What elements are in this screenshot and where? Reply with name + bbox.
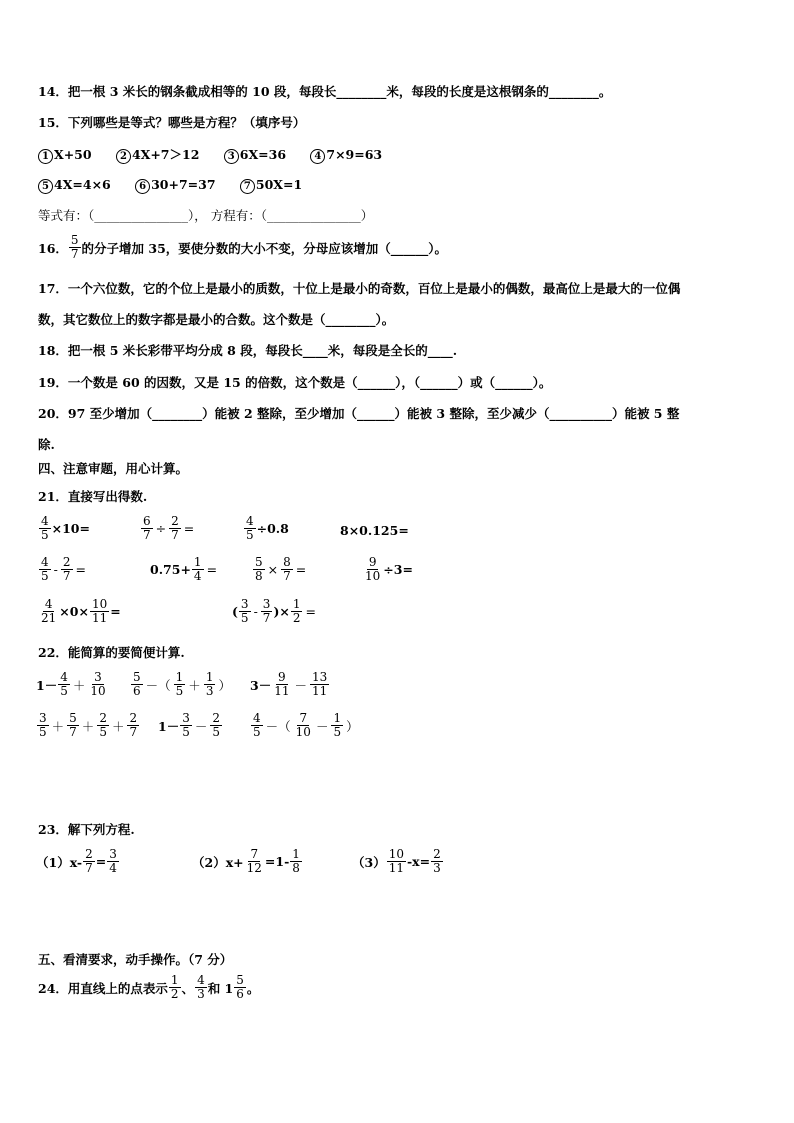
question-21-title: 21．直接写出得数.: [38, 489, 148, 504]
question-15-title: 15．下列哪些是等式？哪些是方程？（填序号）: [38, 115, 306, 130]
choice-1: 1 X+50: [38, 147, 92, 164]
q22-item-c: 3－ $\frac{9}{11}$ － $\frac{13}{11}$: [250, 670, 328, 698]
q21-item-10: ( $\frac{3}{5}$ - $\frac{3}{7}$ )× $\frac{1}{2}$ =: [232, 597, 316, 625]
q21-item-8: $\frac{9}{10}$ ÷3=: [365, 555, 413, 583]
circle-number-icon: 7: [240, 179, 255, 194]
q21-item-2: $\frac{6}{7}$ ÷ $\frac{2}{7}$ =: [143, 514, 195, 542]
question-15-choices-row2: [38, 177, 322, 194]
question-16: 16． $\frac{5}{7}$ 的分子增加 35，要使分数的大小不变，分母应该增加（______）。: [38, 233, 448, 261]
circle-number-icon: 1: [38, 149, 53, 164]
circle-number-icon: 2: [116, 149, 131, 164]
choice-3: 3 6X=36: [224, 147, 286, 164]
question-15-choices-row1: [38, 147, 402, 164]
fraction: $\frac{5}{7}$: [70, 233, 79, 261]
choice-5: 5 4X=4×6: [38, 177, 111, 194]
q21-item-4: 8×0.125=: [340, 523, 409, 538]
circle-number-icon: 6: [135, 179, 150, 194]
section-4-heading: 四、注意审题，用心计算。: [38, 461, 189, 476]
q21-item-7: $\frac{5}{8}$ × $\frac{8}{7}$ =: [255, 555, 307, 583]
q22-item-e: 1－ $\frac{3}{5}$ － $\frac{2}{5}$: [158, 711, 220, 739]
question-23-title: 23．解下列方程.: [38, 822, 135, 837]
question-15-answer: 等式有：（_______________）， 方程有：（_______________）: [38, 208, 374, 223]
q21-item-5: $\frac{4}{5}$ - $\frac{2}{7}$ =: [41, 555, 86, 583]
question-24: 24．用直线上的点表示 $\frac{1}{2}$ 、 $\frac{4}{3}$ 和 1 $\frac{5}{6}$ 。: [38, 973, 260, 1001]
q23-equation-1: （1）x- $\frac{2}{7}$ = $\frac{3}{4}$: [36, 847, 117, 875]
circle-number-icon: 3: [224, 149, 239, 164]
q22-item-a: 1－ $\frac{4}{5}$ ＋ $\frac{3}{10}$: [36, 670, 106, 698]
q23-equation-3: （3） $\frac{10}{11}$ -x= $\frac{2}{3}$: [352, 847, 441, 875]
q21-item-1: $\frac{4}{5}$ ×10=: [41, 514, 90, 542]
question-14: 14．把一根 3 米长的钢条截成相等的 10 段，每段长________米，每段的长度是这根钢条的________。: [38, 84, 612, 99]
q22-item-f: $\frac{4}{5}$ －（ $\frac{7}{10}$ － $\frac{1}{5}$ ）: [253, 711, 359, 739]
question-20-line2: 除.: [38, 437, 55, 452]
question-17-line1: 17．一个六位数，它的个位上是最小的质数，十位上是最小的奇数，百位上是最小的偶数，最高位上是最大的一位偶: [38, 281, 681, 296]
q21-item-9: $\frac{4}{21}$ ×0× $\frac{10}{11}$ =: [41, 597, 121, 625]
question-18: 18．把一根 5 米长彩带平均分成 8 段，每段长____米，每段是全长的____.: [38, 343, 458, 358]
question-22-title: 22．能简算的要简便计算.: [38, 645, 185, 660]
q22-item-b: $\frac{5}{6}$ －（ $\frac{1}{5}$ ＋ $\frac{1}{3}$ ）: [133, 670, 231, 698]
choice-4: 4 7×9=63: [310, 147, 382, 164]
circle-number-icon: 5: [38, 179, 53, 194]
q22-item-d: $\frac{3}{5}$ ＋ $\frac{5}{7}$ ＋ $\frac{2}{5}$ ＋ $\frac{2}{7}$: [39, 711, 138, 739]
choice-6: 6 30+7=37: [135, 177, 215, 194]
question-17-line2: 数，其它数位上的数字都是最小的合数。这个数是（________）。: [38, 312, 395, 327]
question-20-line1: 20．97 至少增加（________）能被 2 整除，至少增加（______）能被 3 整除，至少减少（__________）能被 5 整: [38, 406, 680, 421]
section-5-heading: 五、看清要求，动手操作。（7 分）: [38, 952, 233, 967]
circle-number-icon: 4: [310, 149, 325, 164]
q23-equation-2: （2）x+ $\frac{7}{12}$ =1- $\frac{1}{8}$: [192, 847, 300, 875]
choice-2: 2 4X+7＞12: [116, 147, 199, 164]
q21-item-3: $\frac{4}{5}$ ÷0.8: [246, 514, 289, 542]
choice-7: 7 50X=1: [240, 177, 302, 194]
question-19: 19．一个数是 60 的因数，又是 15 的倍数，这个数是（______），（______）或（______）。: [38, 375, 552, 390]
q21-item-6: 0.75+ $\frac{1}{4}$ =: [150, 555, 218, 583]
